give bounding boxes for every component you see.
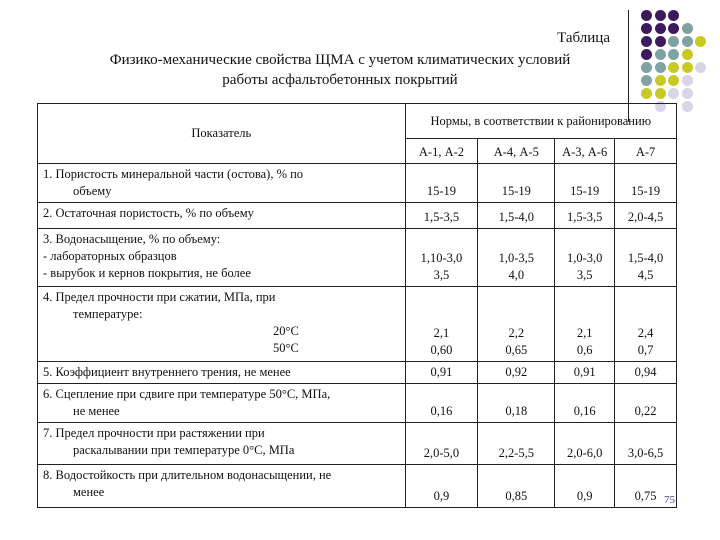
indicator-line: температуре: (73, 307, 143, 321)
value-cell (615, 287, 677, 362)
value-line: 4,5 (637, 268, 654, 282)
indicator-line: объему (73, 184, 112, 198)
dot (695, 36, 706, 47)
value-line: 1,0-3,5 (498, 251, 535, 265)
dot (695, 62, 706, 73)
indicator-line: 2. Остаточная пористость, % по объему (43, 206, 254, 220)
indicator-line: 1. Пористость минеральной части (остова), % по (43, 167, 304, 181)
value-line: 1,5-4,0 (627, 251, 664, 265)
indicator-line: 50°С (273, 341, 299, 355)
indicator-line: 3. Водонасыщение, % по объему: (43, 232, 221, 246)
value-line: 1,0-3,0 (566, 251, 603, 265)
zone-header: А-7 (615, 139, 677, 164)
value-cell: 0,22 (615, 384, 677, 423)
zone-header: А-1, А-2 (405, 139, 478, 164)
dot (682, 75, 693, 86)
value-line: 2,1 (433, 326, 450, 340)
table-row (38, 362, 677, 384)
dot (682, 49, 693, 60)
table-row (38, 203, 677, 229)
value-line: 4,0 (508, 268, 525, 282)
indicator-cell (38, 203, 406, 229)
value-cell: 0,75 (615, 465, 677, 508)
value-cell: 0,9 (405, 465, 478, 508)
indicator-line: 7. Предел прочности при растяжении при (43, 426, 265, 440)
table-row (38, 384, 677, 423)
header-norms: Нормы, в соответствии к районированию (405, 104, 676, 139)
dot (655, 23, 666, 34)
value-cell (555, 229, 615, 287)
indicator-cell (38, 229, 406, 287)
value-cell: 15-19 (555, 164, 615, 203)
value-cell: 0,16 (405, 384, 478, 423)
value-cell: 15-19 (478, 164, 555, 203)
dot (668, 36, 679, 47)
dot (682, 36, 693, 47)
value-cell (615, 229, 677, 287)
table-row (38, 423, 677, 465)
value-cell: 1,5-3,5 (405, 203, 478, 229)
dot (682, 88, 693, 99)
value-cell (405, 287, 478, 362)
value-cell: 2,0-6,0 (555, 423, 615, 465)
value-cell: 15-19 (405, 164, 478, 203)
indicator-line: - вырубок и кернов покрытия, не более (43, 266, 251, 280)
indicator-cell (38, 384, 406, 423)
value-cell (405, 229, 478, 287)
indicator-line: 4. Предел прочности при сжатии, МПа, при (43, 290, 276, 304)
indicator-cell (38, 423, 406, 465)
value-line: 0,6 (576, 343, 593, 357)
indicator-line: 5. Коэффициент внутреннего трения, не менее (43, 365, 291, 379)
value-cell (478, 287, 555, 362)
value-cell (478, 229, 555, 287)
header-indicator: Показатель (38, 104, 406, 164)
dot (655, 10, 666, 21)
table-row (38, 164, 677, 203)
value-line: 2,1 (576, 326, 593, 340)
dot (682, 62, 693, 73)
zone-header: А-4, А-5 (478, 139, 555, 164)
dot (655, 36, 666, 47)
dot (668, 10, 679, 21)
value-cell: 0,16 (555, 384, 615, 423)
value-line: 0,7 (637, 343, 654, 357)
indicator-line: 6. Сцепление при сдвиге при температуре 50°С, МПа, (43, 387, 331, 401)
table-row (38, 229, 677, 287)
indicator-line: 8. Водостойкость при длительном водонасыщении, не (43, 468, 332, 482)
value-line: 2,4 (637, 326, 654, 340)
dot (641, 36, 652, 47)
value-cell: 15-19 (615, 164, 677, 203)
table-row (38, 287, 677, 362)
indicator-line: раскалывании при температуре 0°С, МПа (73, 443, 295, 457)
value-line: 1,10-3,0 (420, 251, 463, 265)
value-line: 3,5 (576, 268, 593, 282)
table-label: Таблица (557, 30, 610, 46)
indicator-cell (38, 287, 406, 362)
indicator-line: - лабораторных образцов (43, 249, 177, 263)
indicator-cell (38, 164, 406, 203)
indicator-cell (38, 465, 406, 508)
indicator-cell (38, 362, 406, 384)
indicator-line: 20°С (273, 324, 299, 338)
value-cell: 2,0-5,0 (405, 423, 478, 465)
table-row (38, 465, 677, 508)
value-cell: 2,2-5,5 (478, 423, 555, 465)
value-cell: 0,91 (405, 362, 478, 384)
zone-header: А-3, А-6 (555, 139, 615, 164)
dot (641, 10, 652, 21)
value-line: 0,60 (430, 343, 453, 357)
value-cell: 0,18 (478, 384, 555, 423)
dot (668, 23, 679, 34)
page-title: Физико-механические свойства ЩМА с учетом климатических условий работы асфальтобетонных покрытий (109, 52, 571, 88)
properties-table (37, 103, 677, 508)
value-cell (555, 287, 615, 362)
dot (641, 23, 652, 34)
indicator-line: менее (73, 485, 105, 499)
value-cell: 0,91 (555, 362, 615, 384)
value-line: 2,2 (508, 326, 525, 340)
value-cell: 0,9 (555, 465, 615, 508)
value-cell: 0,94 (615, 362, 677, 384)
dot (682, 23, 693, 34)
value-line: 0,65 (505, 343, 528, 357)
dot (682, 101, 693, 112)
value-cell: 0,92 (478, 362, 555, 384)
value-line: 3,5 (433, 268, 450, 282)
value-cell: 1,5-4,0 (478, 203, 555, 229)
value-cell: 2,0-4,5 (615, 203, 677, 229)
page-number: 75 (664, 494, 675, 506)
value-cell: 0,85 (478, 465, 555, 508)
indicator-line: не менее (73, 404, 120, 418)
value-cell: 3,0-6,5 (615, 423, 677, 465)
value-cell: 1,5-3,5 (555, 203, 615, 229)
